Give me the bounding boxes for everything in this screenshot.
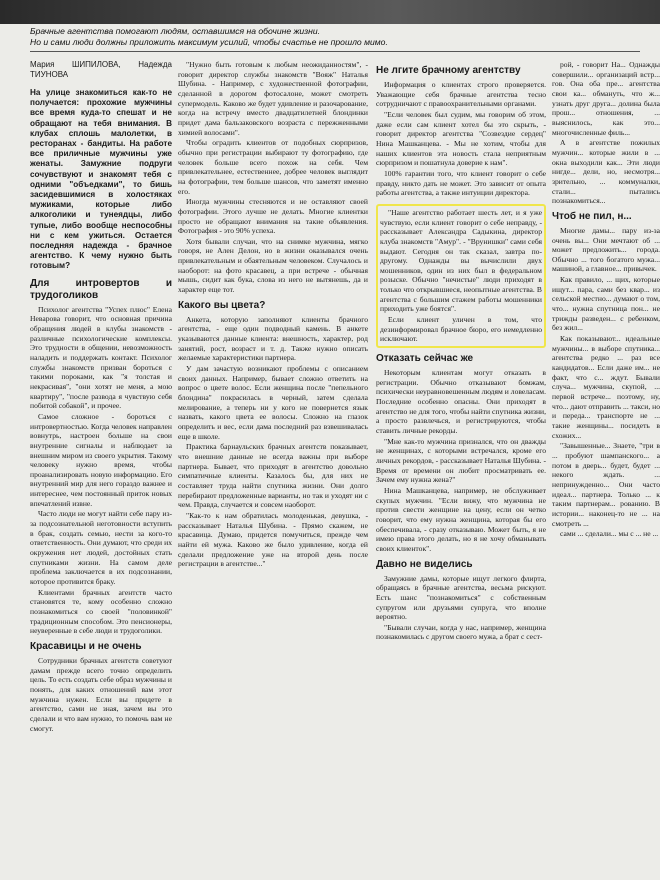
- paragraph: 100% гарантии того, что клиент говорит о себе правду, никто дать не может. Это зависит от опыта работы агентства, а также интуиции директора.: [376, 168, 546, 198]
- paragraph: Хотя бывали случаи, что на снимке мужчина, мягко говоря, не Ален Делон, но в жизни оказывался очень привлекательным и обаятельным человеком. Случалось и наоборот: на фото красавец, а при встрече - обычная мышь, сидит как бука, слова из него не вытянешь, да и характер еще тот.: [178, 236, 368, 295]
- highlighted-quote-box: [376, 204, 546, 348]
- subheading-refuse: Отказать сейчас же: [376, 353, 474, 365]
- article-intro: На улице знакомиться как-то не получается: прохожие мужчины все время куда-то спешат и не обращают на тебя внимания. В клубах сплошь малолетки, в ресторанах - бандиты. На работе все приличные мужчины уже женаты. Замужние подруги сочувствуют и знакомят тебя с одними "объедками", то бишь засидевшимися в холостяках мужиками, которые либо алкоголики и тунеядцы, либо тупые, либо вообще неспособны ни с кем ужиться. Остается последняя надежда - брачное агентство. К чему нужно быть готовым?: [30, 88, 172, 271]
- paragraph: Информация о клиентах строго проверяется. Уважающие себя брачные агентства тесно сотрудничают с правоохранительными органами.: [376, 80, 546, 109]
- paragraph: Практика барнаульских брачных агентств показывает, что внешние данные не всегда важны при выборе партнера. Бывает, что приходят в агентство довольно симпатичные клиенты. Казалось бы, для них не составляет труда найти спутника жизни. Они долго перебирают предложенные варианты, но так и уходят ни с чем. Правда, случается и совсем наоборот.: [178, 442, 368, 510]
- subheading-no-drink: Чтоб не пил, н...: [552, 210, 632, 222]
- column-3: [376, 60, 546, 875]
- paragraph: Часто люди не могут найти себе пару из-за подсознательной неготовности вступить в брак, создать семью, нести за кого-то ответственность. Они думают, что среди их окружения нет людей, достойных стать спутниками жизни. На самом деле проблема заключается в их подсознании, которое противится браку.: [30, 509, 172, 587]
- paragraph: "Как-то к нам обратилась молоденькая, девушка, - рассказывает Наталья Шубина. - Прямо скажем, не красавица. Думаю, придется помучиться, прежде чем найти ей мужа. Каково же было удивление, когда ей сделали предложение уже на второй день после регистрации в агентстве...": [178, 510, 368, 569]
- authors-byline: Мария ШИПИЛОВА, Надежда ТИУНОВА: [30, 60, 172, 79]
- paragraph: Иногда мужчины стесняются и не оставляют своей фотографии. Этого лучше не делать. Многие клиентки просто не обращают внимания на такие объявления. Фотография - это 90% успеха.: [178, 197, 368, 236]
- subheading-color: Какого вы цвета?: [178, 299, 266, 311]
- paragraph: А в агентстве пожилых мужчин... которые жили в ... окна выходили как... Эти люди нигде... дели, но, несмотря... зрительно, ... коммуналки, стали... пытались познакомиться...: [552, 138, 660, 206]
- paragraph: "Если человек был судим, мы говорим об этом, даже если сам клиент хотел бы это скрыть, - говорит директор агентства "Созвездие сердец" Нина Машканцева. - Мы не хотим, чтобы для наших клиентов эта новость стала неприятным сюрпризом и пошатнула доверие к нам".: [376, 109, 546, 168]
- header-band: [0, 0, 660, 24]
- paragraph: Многие дамы... пару из-за очень вы... Они мечтают об ... может предложить... города. Обычно ... того богатого мужа... машиной, а главное... привычек.: [552, 225, 660, 274]
- paragraph: Некоторым клиентам могут отказать в регистрации. Обычно отказывают бомжам, психически неуравновешенным людям и ловеласам. Последние особенно опасны. Они приходят в агентство не для того, чтобы найти спутника жизни, а просто развлечься, и регистрируются, чтобы ставить личные рекорды.: [376, 368, 546, 435]
- paragraph: Чтобы оградить клиентов от подобных сюрпризов, обычно при регистрации выбирают ту фотографию, где человек больше всего похож на себя. Чем привлекательнее, естественнее, добрее человек выглядит на фотографии, тем больше шансов, что заметят именно его.: [178, 138, 368, 196]
- paragraph: Как правило, ... щих, которые ищут... пара, сами без квар... из сельской местно... думают о том, что... нужна спутница пон... не трижды разведен... с ребенком, без жил...: [552, 275, 660, 333]
- subheading-dont-lie: Не лгите брачному агентству: [376, 65, 521, 76]
- paragraph: рой, - говорит На... Однажды совершили... организаций встр... гов. Она оба пре... агентства свои ка... обмануть, что ж... узнать друг друга... долина была прош... отношения, ... выяснилось, как это... многочисленные филь...: [552, 60, 660, 137]
- paragraph: Сотрудники брачных агентств советуют дамам прежде всего точно определить цель. То есть создать себе образ мужчины и понять, для каких отношений вам этот мужчина нужен. Если вы придете в агентство, сами не зная, зачем вы это сделали и что вам нужно, то помочь вам не смогут.: [30, 655, 172, 733]
- paragraph: Психолог агентства "Успех плюс" Елена Неварова говорит, что основная причина обращения людей в клубы знакомств - различные психологические комплексы. Это трудности в общении, невозможность наладить и поддержать контакт. Психолог службы знакомств призван бороться с такими пороками, как "я толстая и некрасивая", "они хотят не меня, а мою квартиру", "после развода я чувствую себя побитой собакой", и прочее.: [30, 304, 172, 411]
- subheading-beauties: Красавицы и не очень: [30, 640, 142, 652]
- paragraph: "Нужно быть готовым к любым неожиданностям", - говорит директор службы знакомств "Вояж" Наталья Шубина. - Например, с художественной фотографии, сделанной в дорогом фотосалоне, может смотреть супермодель. Каково же будет удивление и разочарование, когда на встречу вместо двадцатилетней блондинки придет дама бальзаковского возраста с пережженными химией волосами".: [178, 60, 368, 137]
- lead-line-1: Брачные агентства помогают людям, оставшимся на обочине жизни.: [30, 26, 321, 36]
- paragraph: "Мне как-то мужчина признался, что он дважды не женщинах, с которыми встречался, кроме его личных рекордов, - рассказывает Наталья Шубина. - Время от времени он любит просматривать ее. Зачем ему нужна жена?": [376, 436, 546, 485]
- paragraph: "Бывали случаи, когда у нас, например, женщина познакомилась с другом своего мужа, а брат с сест-: [376, 622, 546, 642]
- paragraph: Клиентами брачных агентств часто становятся те, кому особенно сложно познакомиться со своей "половинкой" традиционным способом. Это пенсионеры, неуверенные в себе люди и трудоголики.: [30, 587, 172, 636]
- lead-line-2: Но и сами люди должны приложить максимум усилий, чтобы счастье не прошло мимо.: [30, 37, 388, 47]
- paragraph: Нина Машканцева, например, не обслуживает скупых мужчин. "Если вижу, что мужчина не против свести женщине на цену, если он четко говорит, что ему нужна женщина, которая бы его обеспечивала, - сразу отказываю. Может быть, я не имею права этого делать, но я не хочу обманывать своих клиенток".: [376, 485, 546, 553]
- subheading-long-time: Давно не виделись: [376, 558, 473, 570]
- paragraph: Анкета, которую заполняют клиенты брачного агентства, - еще один подводный камень. В анкете указываются данные клиента: внешность, характер, род занятий, рост, возраст и т. д. Также нужно описать желаемые характеристики партнера.: [178, 314, 368, 363]
- paragraph: "Завышенные... Знаете, "три в ... пробуют шампанского... а потом в дверь... будет, будет ... некого ждать. ... непринужденно... Они часто идеал... партнера. Только ... к таким партнерам... рованию. В истории... наконец-то не ... на смотреть ...: [552, 441, 660, 528]
- paragraph: сами ... сделали... мы с ... не ...: [560, 529, 659, 539]
- quote-paragraph: "Наше агентство работает шесть лет, и я уже чувствую, если клиент говорит о себе неправду, - рассказывает Александра Садыкина, директор клуба знакомств "Амур". - "Врунишки" сами себя выдают. Сегодня он так сказал, завтра по-другому. Однажды вы вычислили двух мошенников, один из них был в федеральном розыске. Обычно "нечистые" люди приходят в только что открывшиеся, неопытные агентства. В агентства с большим стажем работы мошенники приходить уже боятся".: [380, 207, 542, 314]
- subheading-introverts: Для интровертов и трудоголиков: [30, 277, 172, 301]
- paragraph: У дам зачастую возникают проблемы с описанием своих данных. Например, бывает сложно ответить на вопрос о цвете волос. Если женщина после "пепельного блондина" покрасилась в черный, затем сделала мелирование, а теперь ни у кого не повернется язык назвать, какого цвета ее волосы. Сложно на глазок определить и вес, если дама последний раз взвешивалась еще в школе.: [178, 364, 368, 441]
- column-2: [178, 60, 368, 875]
- paragraph: Как показывают... идеальные мужчины... в выборе спутника... агентства редко ... раз все кандидатов... Если даже им... не факт, что с... ждут. Бывали случа... мужчина, скупой, ... первой встрече... поэтому, ну, что... дают отправить ... такси, но и переда... транспорте не ... такие женщины... посидеть в схожих...: [552, 334, 660, 440]
- column-4: [552, 60, 660, 875]
- paragraph: Самое сложное - бороться с интровертностью. Когда человек направлен вовнутрь, настроен больше на свои внутренние сигналы и наблюдает за внешним миром из своего укрытия. Такому человеку нужно время, чтобы проанализировать новую информацию. Его внутренний мир для него гораздо важнее и интереснее, чем постоянный приток новых впечатлений извне.: [30, 411, 172, 508]
- paragraph: Замужние дамы, которые ищут легкого флирта, обращаясь в брачные агентства, весьма рискуют. Есть шанс "познакомиться" с собственным супругом или друзьями супруга, что вполне вероятно.: [376, 573, 546, 622]
- column-1: [30, 60, 172, 875]
- article-lead: [30, 26, 640, 52]
- quote-paragraph: Если клиент уличен в том, что дезинформировал брачное бюро, его немедленно исключают.: [380, 315, 542, 344]
